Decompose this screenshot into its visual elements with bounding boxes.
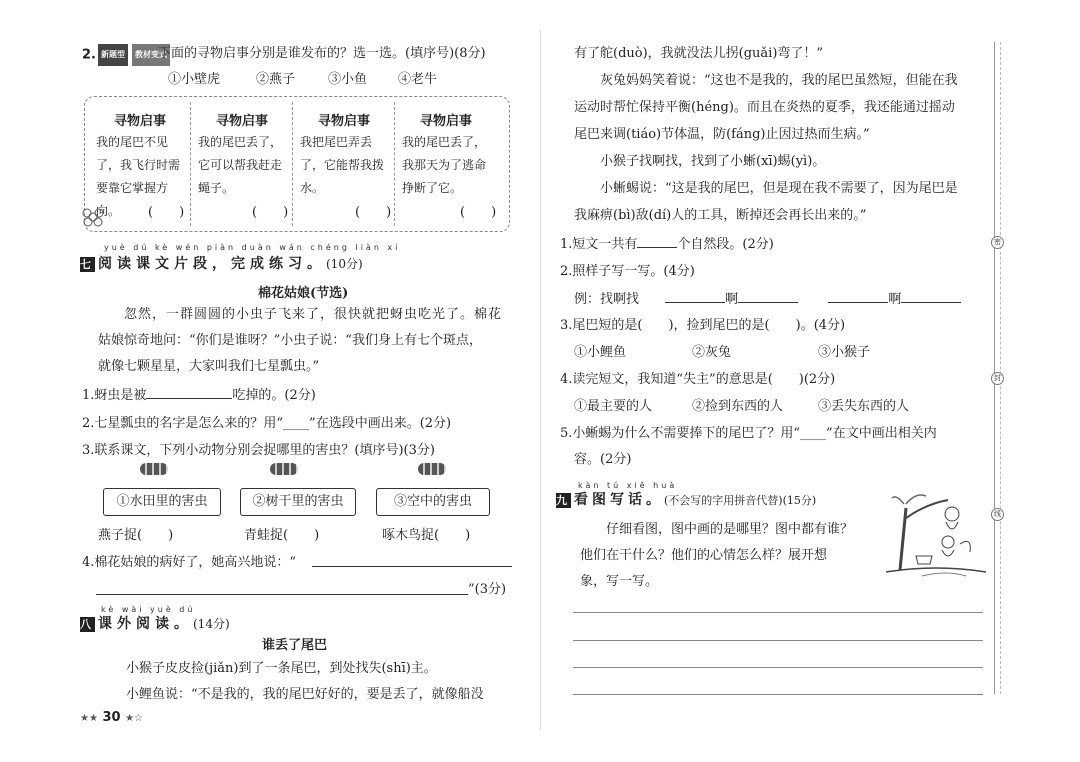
binding-mark: 封 (991, 372, 1004, 385)
section-note: (不会写的字用拼音代替)(15分) (664, 494, 817, 507)
notice-title: 寻物启事 (113, 114, 166, 129)
section-number: 七 (80, 257, 96, 271)
writing-line[interactable] (573, 640, 983, 641)
story-line: 我麻痹(bì)敌(dí)人的工具，断掉还会再长出来的。” (574, 208, 867, 223)
section-8-pinyin: kè wài yuè dú (101, 605, 196, 614)
picture-illustration (886, 484, 986, 580)
option-4: ④老牛 (398, 72, 438, 87)
pest-box-3: ③空中的害虫 (376, 488, 490, 516)
prompt-line: 他们在干什么？他们的心情怎么样？展开想 (580, 548, 828, 563)
star-icon: ★★ (80, 713, 98, 724)
caterpillar-icon (270, 463, 298, 475)
s7-question-1: 1.蚜虫是被 吃掉的。(2分) (82, 388, 316, 403)
section-title: 课外阅读。 (98, 616, 193, 632)
answer-line[interactable] (312, 566, 512, 567)
question-2-header: 2. 新题型 教材变式 (82, 44, 172, 66)
notice-1-answer[interactable]: ( ) (148, 205, 185, 220)
story-line: 尾巴来调(tiáo)节体温，防(fáng)止因过热而生病。” (574, 127, 870, 142)
r-q3-option-3: ③小猴子 (818, 345, 871, 360)
answer-blank[interactable] (146, 386, 232, 399)
section-9-pinyin: kàn tú xiě huà (578, 481, 678, 490)
section-8-heading (80, 614, 230, 634)
story-line: 小猴子找啊找，找到了小蜥(xī)蜴(yì)。 (600, 154, 826, 169)
passage-line: 忽然，一群圆圆的小虫子飞来了，很快就把蚜虫吃光了。棉花 (124, 307, 503, 322)
star-icon: ★☆ (125, 713, 144, 724)
caterpillar-icon (140, 463, 168, 475)
catch-swallow[interactable]: 燕子捉( ) (98, 528, 174, 543)
section-number: 九 (556, 493, 571, 507)
story-line: 运动时帮忙保持平衡(héng)。而且在炎热的夏季，我还能通过摇动 (574, 100, 955, 115)
section-7-pinyin: yuè dú kè wén piàn duàn wán chéng liàn xí (104, 243, 401, 252)
flower-decoration-icon (80, 205, 106, 229)
binding-line (1000, 42, 1001, 694)
answer-blank[interactable] (738, 290, 798, 303)
story-line: 灰兔妈妈笑着说：“这也不是我的，我的尾巴虽然短，但能在我 (600, 73, 958, 88)
pest-box-1: ①水田里的害虫 (103, 488, 221, 516)
page-number: ★★ 30 ★☆ (80, 710, 144, 725)
notice-body: 我把尾巴弄丢了，它能帮我拨水。 (300, 135, 385, 195)
r-question-5: 5.小蜥蜴为什么不需要捧下的尾巴了？用“____”在文中画出相关内 (560, 426, 937, 441)
caterpillar-icon (418, 463, 446, 475)
r-question-4: 4.读完短文，我知道“失主”的意思是( )(2分) (560, 372, 836, 387)
r-q4-option-2: ②捡到东西的人 (692, 399, 784, 414)
s7-question-4: 4.棉花姑娘的病好了，她高兴地说：“ (82, 555, 297, 570)
r-question-2: 2.照样子写一写。(4分) (560, 264, 695, 279)
section-score: (10分) (326, 257, 363, 271)
notice-body: 我的尾巴不见了，我飞行时需要靠它掌握方向。 (96, 135, 181, 218)
option-1: ①小壁虎 (168, 72, 221, 87)
answer-blank[interactable] (901, 290, 961, 303)
notice-2-answer[interactable]: ( ) (252, 205, 289, 220)
writing-line[interactable] (573, 667, 983, 668)
passage-line: 就像七颗星星，大家叫我们七星瓢虫。” (98, 359, 320, 374)
r-q4-option-1: ①最主要的人 (574, 399, 653, 414)
writing-line[interactable] (573, 612, 983, 613)
notice-4-answer[interactable]: ( ) (460, 205, 497, 220)
prompt-line: 象，写一写。 (580, 574, 659, 589)
section-score: (14分) (193, 617, 230, 631)
passage-line: 姑娘惊奇地问：“你们是谁呀？”小虫子说：“我们身上有七个斑点， (98, 333, 482, 348)
story-line: 小鲤鱼说：“不是我的，我的尾巴好好的，要是丢了，就像船没 (126, 687, 484, 702)
s7-question-4-end: ”(3分) (468, 582, 507, 597)
r-question-1: 1.短文一共有 个自然段。(2分) (560, 237, 774, 252)
question-2-text: 下面的寻物启事分别是谁发布的？选一选。(填序号)(8分) (158, 46, 486, 61)
notice-body: 我的尾巴丢了，我那天为了逃命挣断了它。 (402, 135, 487, 195)
story-line: 小猴子皮皮捡(jiǎn)到了一条尾巴，到处找失(shī)主。 (126, 661, 437, 676)
passage-title: 棉花姑娘(节选) (258, 286, 349, 301)
notice-title: 寻物启事 (317, 114, 370, 129)
notice-title: 寻物启事 (215, 114, 268, 129)
catch-woodpecker[interactable]: 啄木鸟捉( ) (382, 528, 471, 543)
section-number: 八 (80, 617, 96, 631)
option-3: ③小鱼 (328, 72, 368, 87)
story-line: 有了舵(duò)，我就没法儿拐(guǎi)弯了！” (574, 46, 824, 61)
s7-question-3: 3.联系课文，下列小动物分别会捉哪里的害虫？(填序号)(3分) (82, 443, 435, 458)
answer-blank[interactable] (637, 235, 677, 248)
option-2: ②燕子 (256, 72, 296, 87)
binding-mark: 线 (991, 508, 1004, 521)
r-q4-option-3: ③丢失东西的人 (818, 399, 910, 414)
r-question-3: 3.尾巴短的是( )，捡到尾巴的是( )。(4分) (560, 318, 846, 333)
notice-title: 寻物启事 (419, 114, 472, 129)
story-line: 小蜥蜴说：“这是我的尾巴，但是现在我不需要了，因为尾巴是 (600, 181, 958, 196)
binding-line (994, 42, 995, 694)
notice-body: 我的尾巴丢了，它可以帮我赶走蝇子。 (198, 135, 283, 195)
prompt-line: 仔细看图，图中画的是哪里？图中都有谁？ (606, 522, 854, 537)
r-question-5-cont: 容。(2分) (574, 452, 632, 467)
answer-line[interactable] (96, 594, 468, 595)
section-9-heading (556, 490, 816, 511)
binding-mark: 密 (991, 236, 1004, 249)
answer-blank[interactable] (665, 290, 725, 303)
answer-blank[interactable] (828, 290, 888, 303)
catch-frog[interactable]: 青蛙捉( ) (244, 528, 320, 543)
pest-box-2: ②树干里的害虫 (240, 488, 356, 516)
page-divider (540, 30, 541, 730)
r-question-2-example: 例：找啊找 啊 啊 (574, 290, 961, 310)
r-q3-option-2: ②灰兔 (692, 345, 732, 360)
r-q3-option-1: ①小鲤鱼 (574, 345, 627, 360)
story-title: 谁丢了尾巴 (262, 638, 328, 653)
section-title: 看图写话。 (574, 492, 664, 508)
notice-3-answer[interactable]: ( ) (355, 205, 392, 220)
section-7-heading (80, 254, 363, 274)
writing-line[interactable] (573, 694, 983, 695)
s7-question-2: 2.七星瓢虫的名字是怎么来的？用“____”在选段中画出来。(2分) (82, 416, 452, 431)
section-title: 阅读课文片段，完成练习。 (98, 256, 326, 272)
